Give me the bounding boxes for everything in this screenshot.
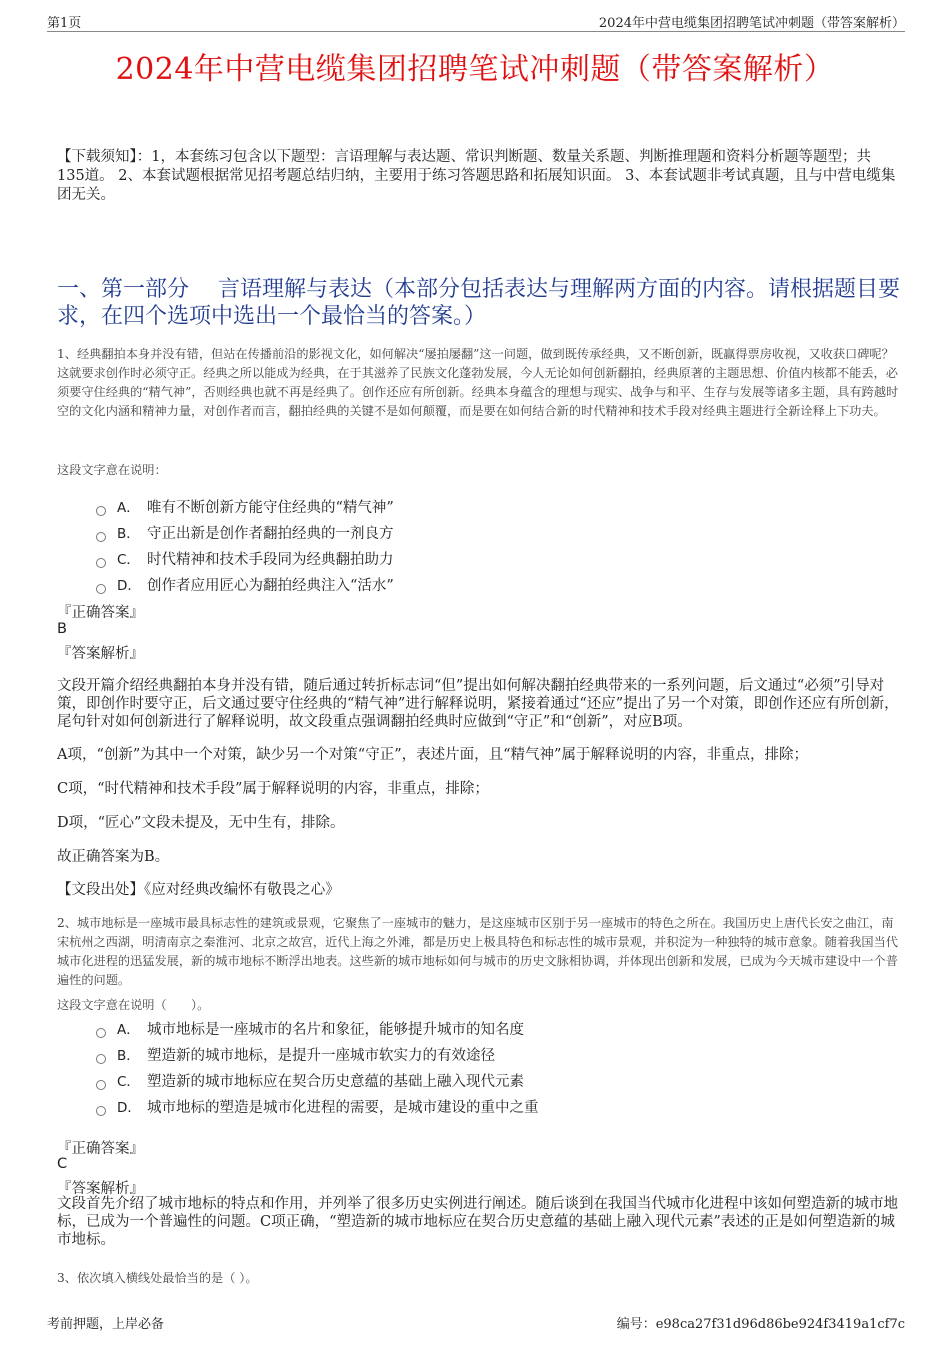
option-letter: C． (117, 552, 140, 568)
question-1-analysis-main: 文段开篇介绍经典翻拍本身并没有错，随后通过转折标志词“但”提出如何解决翻拍经典带来的一系列问题，后文通过“必须”引导对策，即创作时要守正，后文通过要守住经典的“精气神”进行解释说明，紧接着通过“还应”提出了另一个对策，即创作还应有所创新，尾句针对如何创新进行了解释说明，故文段重点强调翻拍经典时应做到“守正”和“创新”，对应B项。 (57, 678, 899, 730)
radio-button[interactable] (96, 584, 106, 594)
question-1-analysis-c: C项，“时代精神和技术手段”属于解释说明的内容，非重点，排除； (57, 781, 489, 797)
header-divider (47, 31, 905, 32)
radio-button[interactable] (96, 558, 106, 568)
option-letter: C． (117, 1074, 140, 1090)
option-text: 塑造新的城市地标，是提升一座城市软实力的有效途径 (147, 1048, 495, 1064)
radio-button[interactable] (96, 1080, 106, 1090)
question-2-analysis: 文段首先介绍了城市地标的特点和作用，并列举了很多历史实例进行阐述。随后谈到在我国当代城市化进程中该如何塑造新的城市地标，已成为一个普遍性的问题。C项正确，“塑造新的城市地标应在契合历史意蕴的基础上融入现代元素”表述的正是如何塑造新的城市地标。 (57, 1196, 898, 1248)
question-2-option-c[interactable] (96, 1070, 524, 1091)
question-1-analysis-d: D项，“匠心”文段未提及，无中生有，排除。 (57, 815, 345, 831)
radio-button[interactable] (96, 1028, 106, 1038)
question-2-option-b[interactable] (96, 1044, 495, 1065)
option-text: 城市地标的塑造是城市化进程的需要，是城市建设的重中之重 (147, 1100, 539, 1116)
option-letter: A． (117, 1022, 140, 1038)
option-letter: B． (117, 1048, 140, 1064)
radio-button[interactable] (96, 1106, 106, 1116)
question-1-prompt: 这段文字意在说明： (57, 463, 167, 477)
option-text: 创作者应用匠心为翻拍经典注入“活水” (147, 578, 394, 594)
question-1-conclusion: 故正确答案为B。 (57, 849, 170, 865)
question-2-analysis-label: 『答案解析』 (57, 1181, 144, 1197)
option-letter: B． (117, 526, 140, 542)
page-number: 第1页 (47, 16, 82, 31)
radio-button[interactable] (96, 1054, 106, 1064)
running-header-title: 2024年中营电缆集团招聘笔试冲刺题（带答案解析） (598, 16, 905, 31)
download-notice: 【下载须知】：1，本套练习包含以下题型：言语理解与表达题、常识判断题、数量关系题、判断推理题和资料分析题等题型；共135道。 2、本套试题根据常见招考题总结归纳，主要用于练习答题思路和拓展知识面。 3、本套试题非考试真题，且与中营电缆集团无关。 (57, 149, 896, 203)
footer-slogan: 考前押题，上岸必备 (47, 1317, 165, 1332)
question-2-prompt: 这段文字意在说明（ ）。 (57, 998, 210, 1012)
question-1-answer-label: 『正确答案』 (57, 605, 144, 621)
document-title: 2024年中营电缆集团招聘笔试冲刺题（带答案解析） (115, 52, 835, 87)
question-1-option-a[interactable] (96, 496, 394, 517)
question-2-answer-label: 『正确答案』 (57, 1141, 144, 1157)
option-letter: A． (117, 500, 140, 516)
question-3-text: 3、依次填入横线处最恰当的是（ ）。 (57, 1271, 258, 1285)
radio-button[interactable] (96, 532, 106, 542)
document-id: 编号：e98ca27f31d96d86be924f3419a1cf7c (616, 1317, 905, 1332)
question-1-text: 1、经典翻拍本身并没有错，但站在传播前沿的影视文化，如何解决“屡拍屡翻”这一问题，做到既传承经典，又不断创新，既赢得票房收视，又收获口碑呢？这就要求创作时必须守正。经典之所以能成为经典，在于其滋养了民族文化蓬勃发展，今人无论如何创新翻拍，经典原著的主题思想、价值内核都不能丢，必须要守住经典的“精气神”，否则经典也就不再是经典了。创作还应有所创新。经典本身蕴含的理想与现实、战争与和平、生存与发展等诸多主题，具有跨越时空的文化内涵和精神力量，对创作者而言，翻拍经典的关键不是如何颠覆，而是要在如何结合新的时代精神和技术手段对经典主题进行全新诠释上下功夫。 (57, 347, 899, 418)
question-1-option-d[interactable] (96, 574, 394, 595)
radio-button[interactable] (96, 506, 106, 516)
option-letter: D． (117, 1100, 141, 1116)
question-1-option-c[interactable] (96, 548, 394, 569)
option-text: 时代精神和技术手段同为经典翻拍助力 (147, 552, 394, 568)
question-1-answer: B (57, 621, 67, 637)
question-2-text: 2、城市地标是一座城市最具标志性的建筑或景观，它聚焦了一座城市的魅力，是这座城市区别于另一座城市的特色之所在。我国历史上唐代长安之曲江，南宋杭州之西湖，明清南京之秦淮河、北京之故宫，近代上海之外滩，都是历史上极具特色和标志性的城市景观，并积淀为一种独特的城市意象。随着我国当代城市化进程的迅猛发展，新的城市地标不断浮出地表。这些新的城市地标如何与城市的历史文脉相协调，并体现出创新和发展，已成为今天城市建设中一个普遍性的问题。 (57, 916, 898, 987)
option-text: 守正出新是创作者翻拍经典的一剂良方 (147, 526, 394, 542)
question-1-analysis-label: 『答案解析』 (57, 646, 144, 662)
option-text: 唯有不断创新方能守住经典的“精气神” (147, 500, 394, 516)
option-text: 塑造新的城市地标应在契合历史意蕴的基础上融入现代元素 (147, 1074, 524, 1090)
question-1-option-b[interactable] (96, 522, 394, 543)
question-2-answer: C (57, 1156, 68, 1172)
section-heading: 一、第一部分 言语理解与表达（本部分包括表达与理解两方面的内容。请根据题目要求，在四个选项中选出一个最恰当的答案。） (57, 277, 900, 329)
question-1-analysis-a: A项，“创新”为其中一个对策，缺少另一个对策“守正”，表述片面，且“精气神”属于解释说明的内容，非重点，排除； (57, 747, 808, 763)
option-text: 城市地标是一座城市的名片和象征，能够提升城市的知名度 (147, 1022, 524, 1038)
question-2-option-a[interactable] (96, 1018, 524, 1039)
question-1-source: 【文段出处】《应对经典改编怀有敬畏之心》 (57, 882, 340, 898)
option-letter: D． (117, 578, 141, 594)
question-2-option-d[interactable] (96, 1096, 539, 1117)
